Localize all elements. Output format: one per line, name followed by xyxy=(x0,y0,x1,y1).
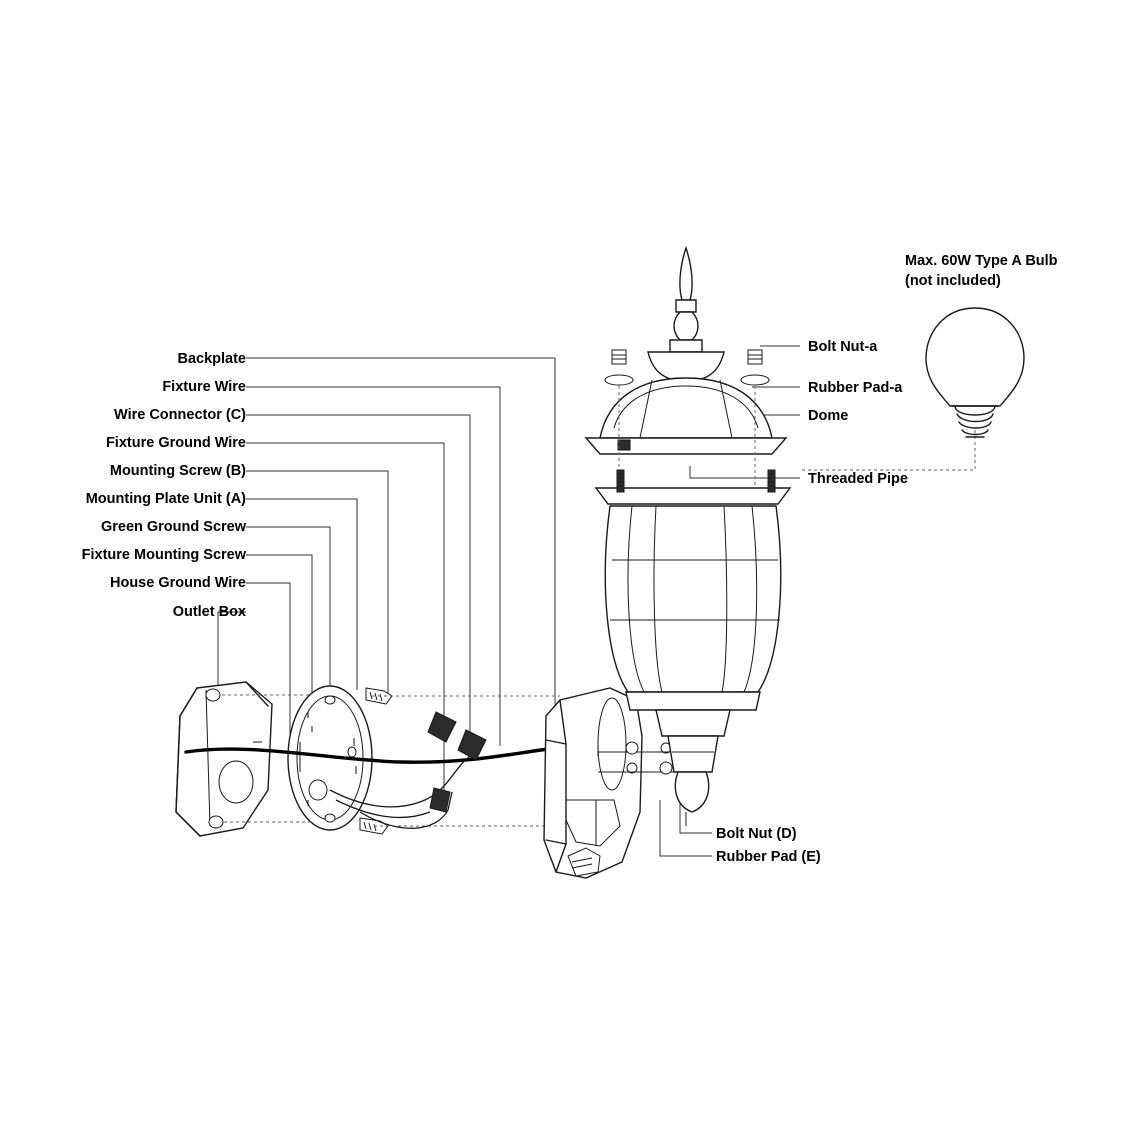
label-wire-connector-c: Wire Connector (C) xyxy=(114,407,246,423)
type-a-bulb-part xyxy=(926,308,1024,437)
label-house-ground-wire: House Ground Wire xyxy=(109,575,246,591)
label-backplate: Backplate xyxy=(177,351,246,367)
label-bulb-note-line1: Max. 60W Type A Bulb xyxy=(905,253,1058,269)
label-threaded-pipe: Threaded Pipe xyxy=(808,471,908,487)
label-fixture-mounting-screw: Fixture Mounting Screw xyxy=(81,547,246,563)
label-mounting-screw-b: Mounting Screw (B) xyxy=(109,463,246,479)
label-rubber-pad-e: Rubber Pad (E) xyxy=(716,849,821,865)
label-dome: Dome xyxy=(808,408,849,424)
label-fixture-ground-wire: Fixture Ground Wire xyxy=(105,435,246,451)
threaded-pipe-parts xyxy=(596,470,790,504)
label-bulb-note xyxy=(905,252,1058,291)
label-bolt-nut-a: Bolt Nut-a xyxy=(808,339,878,355)
dome-part xyxy=(586,352,786,454)
label-rubber-pad-a: Rubber Pad-a xyxy=(808,380,903,396)
label-fixture-wire: Fixture Wire xyxy=(162,379,246,395)
label-green-ground-screw: Green Ground Screw xyxy=(100,519,246,535)
label-bolt-nut-d: Bolt Nut (D) xyxy=(716,826,797,842)
label-mounting-plate-unit-a: Mounting Plate Unit (A) xyxy=(85,491,246,507)
label-outlet-box: Outlet Box xyxy=(172,604,246,620)
outlet-box-part xyxy=(176,682,272,836)
label-bulb-note-line2: (not included) xyxy=(905,272,1001,289)
finial-part xyxy=(670,248,702,352)
